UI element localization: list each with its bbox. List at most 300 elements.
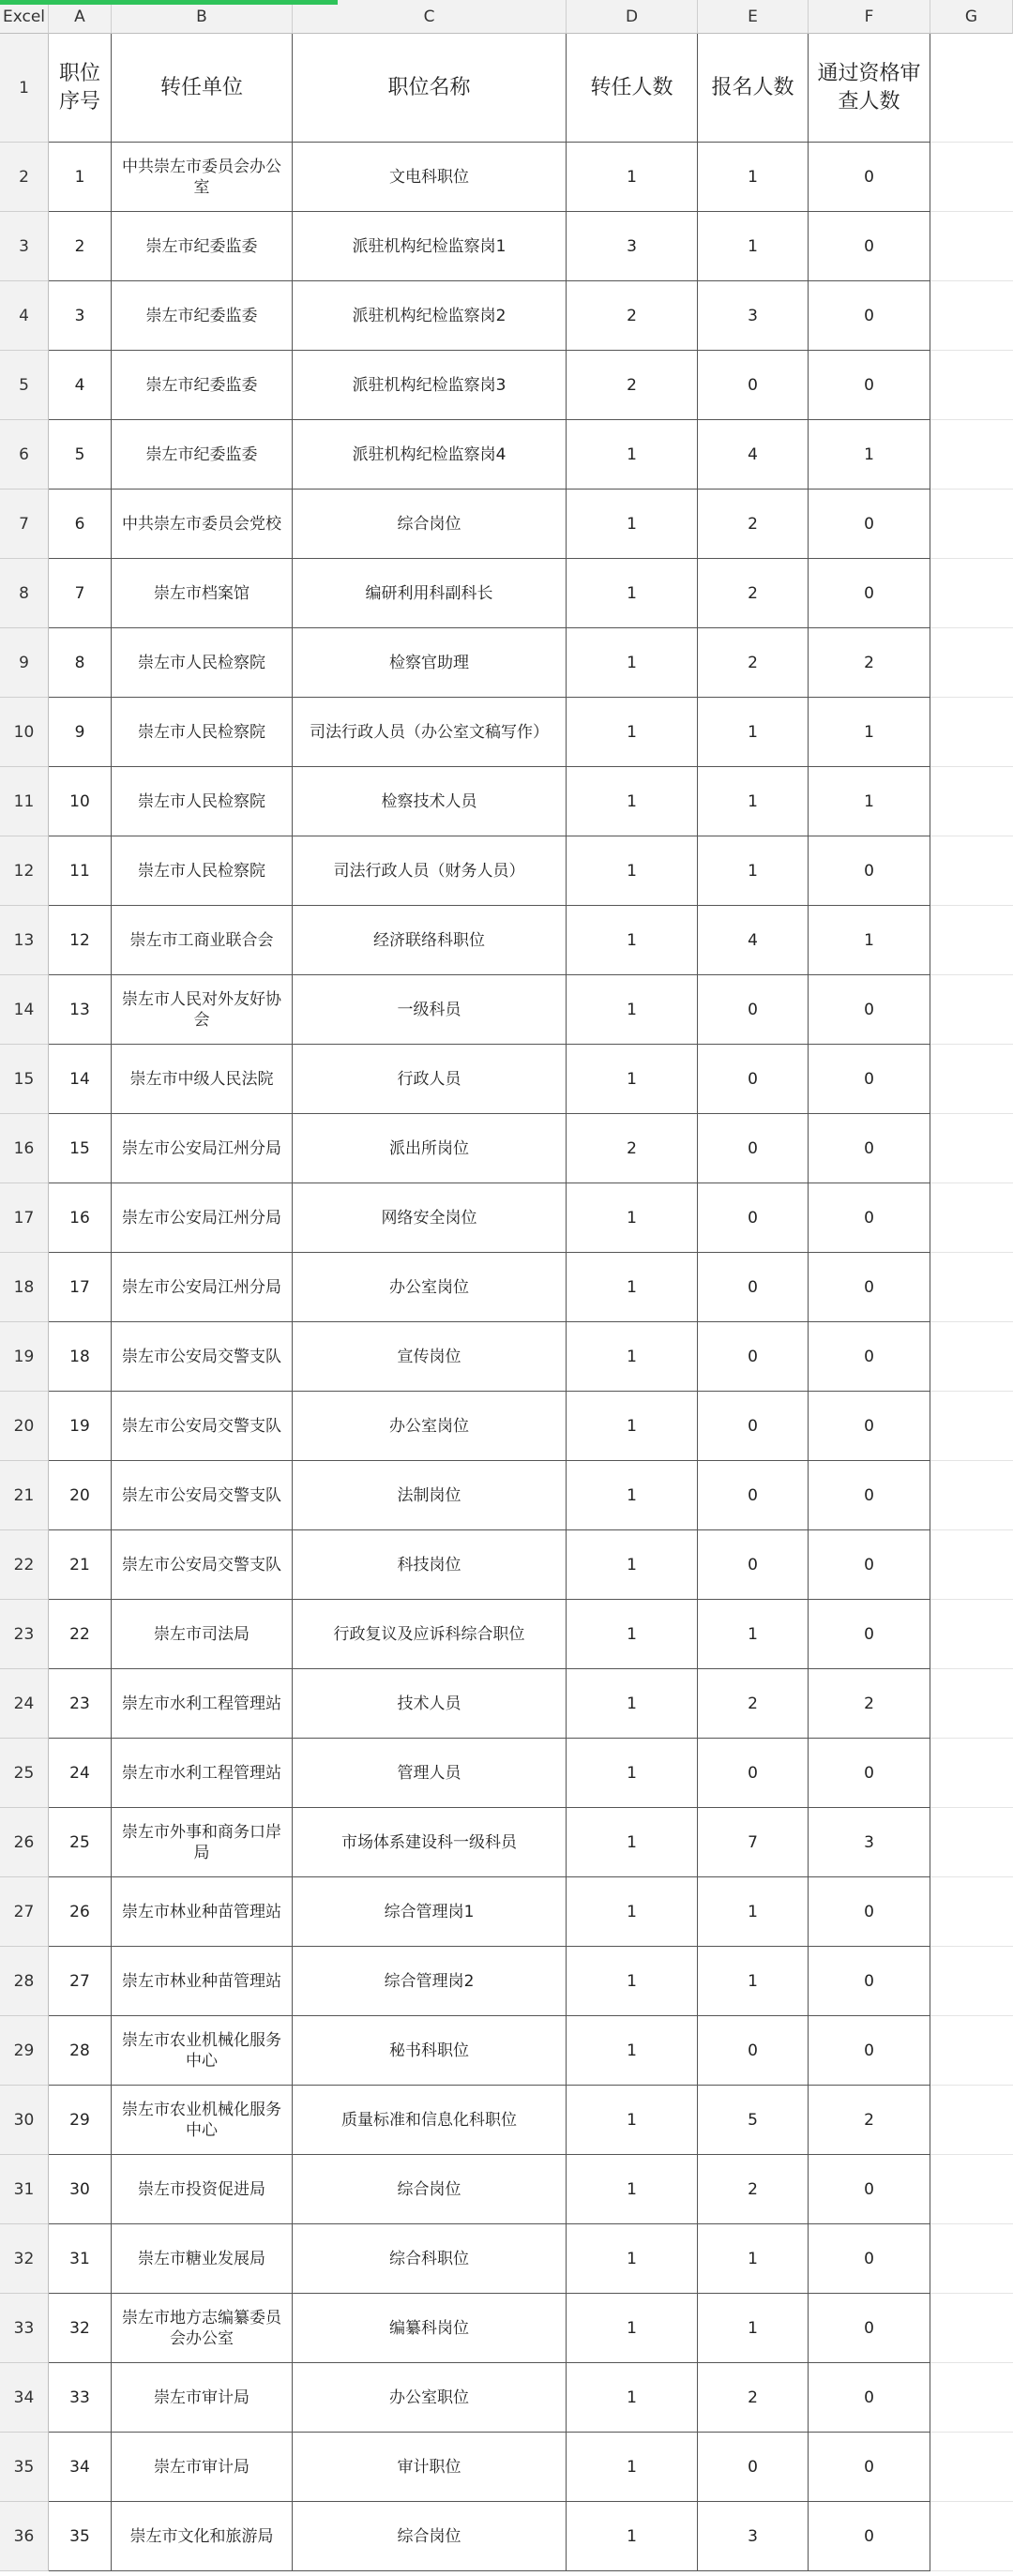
cell-transfer[interactable]: 1 <box>567 628 698 698</box>
cell-position[interactable]: 综合管理岗1 <box>293 1877 567 1947</box>
row-number[interactable]: 27 <box>0 1877 49 1947</box>
cell-position[interactable]: 派出所岗位 <box>293 1114 567 1183</box>
empty-cell[interactable] <box>930 1114 1013 1183</box>
cell-applied[interactable]: 0 <box>698 1045 809 1114</box>
empty-cell[interactable] <box>930 420 1013 490</box>
cell-applied[interactable]: 0 <box>698 1392 809 1461</box>
empty-cell[interactable] <box>930 2224 1013 2294</box>
cell-transfer[interactable]: 2 <box>567 1114 698 1183</box>
cell-unit[interactable]: 崇左市水利工程管理站 <box>112 1739 293 1808</box>
cell-seq[interactable]: 32 <box>49 2294 112 2363</box>
empty-cell[interactable] <box>930 906 1013 975</box>
cell-passed[interactable]: 0 <box>809 975 930 1045</box>
cell-unit[interactable]: 崇左市公安局江州分局 <box>112 1183 293 1253</box>
empty-cell[interactable] <box>930 2086 1013 2155</box>
cell-passed[interactable]: 1 <box>809 420 930 490</box>
cell-seq[interactable]: 12 <box>49 906 112 975</box>
cell-transfer[interactable]: 1 <box>567 836 698 906</box>
cell-transfer[interactable]: 1 <box>567 1877 698 1947</box>
cell-applied[interactable]: 1 <box>698 212 809 281</box>
header-unit[interactable]: 转任单位 <box>112 34 293 143</box>
cell-position[interactable]: 综合岗位 <box>293 2155 567 2224</box>
cell-position[interactable]: 综合岗位 <box>293 2502 567 2571</box>
cell-position[interactable]: 办公室岗位 <box>293 1253 567 1322</box>
row-number[interactable]: 8 <box>0 559 49 628</box>
table-row <box>0 559 1013 628</box>
cell-passed[interactable]: 0 <box>809 1045 930 1114</box>
empty-cell[interactable] <box>930 1808 1013 1877</box>
row-number[interactable]: 9 <box>0 628 49 698</box>
empty-cell[interactable] <box>930 1739 1013 1808</box>
cell-position[interactable]: 技术人员 <box>293 1669 567 1739</box>
empty-cell[interactable] <box>930 1877 1013 1947</box>
cell-unit[interactable]: 崇左市人民对外友好协会 <box>112 975 293 1045</box>
cell-passed[interactable]: 0 <box>809 1322 930 1392</box>
cell-passed[interactable]: 0 <box>809 1530 930 1600</box>
cell-seq[interactable]: 21 <box>49 1530 112 1600</box>
empty-cell[interactable] <box>930 212 1013 281</box>
cell-position[interactable]: 行政人员 <box>293 1045 567 1114</box>
row-number[interactable]: 2 <box>0 143 49 212</box>
cell-position[interactable]: 检察技术人员 <box>293 767 567 836</box>
row-number[interactable]: 19 <box>0 1322 49 1392</box>
cell-passed[interactable]: 0 <box>809 1739 930 1808</box>
row-number[interactable]: 21 <box>0 1461 49 1530</box>
cell-passed[interactable]: 0 <box>809 2016 930 2086</box>
cell-applied[interactable]: 0 <box>698 1322 809 1392</box>
empty-cell[interactable] <box>930 1461 1013 1530</box>
cell-seq[interactable]: 8 <box>49 628 112 698</box>
cell-applied[interactable]: 1 <box>698 1600 809 1669</box>
cell-passed[interactable]: 0 <box>809 1183 930 1253</box>
cell-transfer[interactable]: 1 <box>567 1947 698 2016</box>
cell-applied[interactable]: 2 <box>698 628 809 698</box>
cell-position[interactable]: 经济联络科职位 <box>293 906 567 975</box>
empty-cell[interactable] <box>930 490 1013 559</box>
cell-position[interactable]: 编纂科岗位 <box>293 2294 567 2363</box>
empty-cell[interactable] <box>930 1669 1013 1739</box>
empty-cell[interactable] <box>930 1947 1013 2016</box>
empty-cell[interactable] <box>930 2363 1013 2433</box>
cell-transfer[interactable]: 1 <box>567 559 698 628</box>
row-number[interactable]: 5 <box>0 351 49 420</box>
empty-cell[interactable] <box>930 2155 1013 2224</box>
cell-position[interactable]: 派驻机构纪检监察岗2 <box>293 281 567 351</box>
cell-passed[interactable]: 0 <box>809 1947 930 2016</box>
cell-unit[interactable]: 崇左市农业机械化服务中心 <box>112 2016 293 2086</box>
column-header-g[interactable]: G <box>930 0 1013 34</box>
cell-seq[interactable]: 17 <box>49 1253 112 1322</box>
cell-position[interactable]: 科技岗位 <box>293 1530 567 1600</box>
row-number[interactable]: 32 <box>0 2224 49 2294</box>
row-number[interactable]: 22 <box>0 1530 49 1600</box>
row-number[interactable]: 24 <box>0 1669 49 1739</box>
empty-cell[interactable] <box>930 698 1013 767</box>
cell-applied[interactable]: 2 <box>698 490 809 559</box>
cell-applied[interactable]: 5 <box>698 2086 809 2155</box>
cell-seq[interactable]: 2 <box>49 212 112 281</box>
cell-position[interactable]: 综合科职位 <box>293 2224 567 2294</box>
cell-transfer[interactable]: 1 <box>567 1600 698 1669</box>
cell-unit[interactable]: 崇左市农业机械化服务中心 <box>112 2086 293 2155</box>
cell-applied[interactable]: 1 <box>698 836 809 906</box>
cell-seq[interactable]: 31 <box>49 2224 112 2294</box>
row-number[interactable]: 28 <box>0 1947 49 2016</box>
cell-transfer[interactable]: 1 <box>567 2224 698 2294</box>
cell-applied[interactable]: 3 <box>698 2502 809 2571</box>
cell-unit[interactable]: 崇左市林业种苗管理站 <box>112 1947 293 2016</box>
row-number[interactable]: 34 <box>0 2363 49 2433</box>
cell-seq[interactable]: 15 <box>49 1114 112 1183</box>
row-number[interactable]: 18 <box>0 1253 49 1322</box>
cell-position[interactable]: 办公室岗位 <box>293 1392 567 1461</box>
cell-seq[interactable]: 7 <box>49 559 112 628</box>
row-number[interactable]: 6 <box>0 420 49 490</box>
cell-transfer[interactable]: 1 <box>567 1669 698 1739</box>
empty-cell[interactable] <box>930 1253 1013 1322</box>
cell-transfer[interactable]: 1 <box>567 1461 698 1530</box>
cell-transfer[interactable]: 1 <box>567 2363 698 2433</box>
cell-passed[interactable]: 2 <box>809 628 930 698</box>
empty-cell[interactable] <box>930 628 1013 698</box>
cell-unit[interactable]: 崇左市糖业发展局 <box>112 2224 293 2294</box>
row-number[interactable]: 14 <box>0 975 49 1045</box>
cell-passed[interactable]: 0 <box>809 281 930 351</box>
cell-applied[interactable]: 0 <box>698 1114 809 1183</box>
cell-passed[interactable]: 2 <box>809 1669 930 1739</box>
cell-position[interactable]: 法制岗位 <box>293 1461 567 1530</box>
table-row <box>0 906 1013 975</box>
cell-transfer[interactable]: 1 <box>567 143 698 212</box>
empty-cell[interactable] <box>930 2294 1013 2363</box>
cell-passed[interactable]: 0 <box>809 490 930 559</box>
cell-position[interactable]: 派驻机构纪检监察岗1 <box>293 212 567 281</box>
cell-passed[interactable]: 0 <box>809 212 930 281</box>
cell-transfer[interactable]: 2 <box>567 351 698 420</box>
row-number[interactable]: 26 <box>0 1808 49 1877</box>
cell-position[interactable]: 检察官助理 <box>293 628 567 698</box>
cell-unit[interactable]: 崇左市公安局交警支队 <box>112 1322 293 1392</box>
cell-passed[interactable]: 0 <box>809 836 930 906</box>
row-number[interactable]: 20 <box>0 1392 49 1461</box>
cell-position[interactable]: 综合管理岗2 <box>293 1947 567 2016</box>
empty-cell[interactable] <box>930 1600 1013 1669</box>
cell-position[interactable]: 网络安全岗位 <box>293 1183 567 1253</box>
cell-applied[interactable]: 1 <box>698 1947 809 2016</box>
cell-seq[interactable]: 29 <box>49 2086 112 2155</box>
cell-position[interactable]: 行政复议及应诉科综合职位 <box>293 1600 567 1669</box>
cell-unit[interactable]: 崇左市人民检察院 <box>112 698 293 767</box>
cell-applied[interactable]: 3 <box>698 281 809 351</box>
cell-applied[interactable]: 0 <box>698 2433 809 2502</box>
header-transfer[interactable]: 转任人数 <box>567 34 698 143</box>
empty-cell[interactable] <box>930 975 1013 1045</box>
cell-position[interactable]: 秘书科职位 <box>293 2016 567 2086</box>
cell-applied[interactable]: 0 <box>698 1739 809 1808</box>
cell-seq[interactable]: 10 <box>49 767 112 836</box>
cell-passed[interactable]: 0 <box>809 2155 930 2224</box>
cell-applied[interactable]: 0 <box>698 1253 809 1322</box>
cell-seq[interactable]: 16 <box>49 1183 112 1253</box>
cell-applied[interactable]: 1 <box>698 698 809 767</box>
cell-transfer[interactable]: 1 <box>567 490 698 559</box>
cell-transfer[interactable]: 1 <box>567 1739 698 1808</box>
row-number[interactable]: 31 <box>0 2155 49 2224</box>
cell-applied[interactable]: 0 <box>698 351 809 420</box>
cell-applied[interactable]: 1 <box>698 767 809 836</box>
cell-passed[interactable]: 0 <box>809 1253 930 1322</box>
row-number[interactable]: 33 <box>0 2294 49 2363</box>
cell-unit[interactable]: 崇左市中级人民法院 <box>112 1045 293 1114</box>
cell-unit[interactable]: 崇左市地方志编纂委员会办公室 <box>112 2294 293 2363</box>
row-number[interactable]: 1 <box>0 34 49 143</box>
empty-cell[interactable] <box>930 1183 1013 1253</box>
cell-unit[interactable]: 崇左市纪委监委 <box>112 420 293 490</box>
cell-seq[interactable]: 28 <box>49 2016 112 2086</box>
row-number[interactable]: 17 <box>0 1183 49 1253</box>
cell-passed[interactable]: 0 <box>809 1392 930 1461</box>
row-number[interactable]: 35 <box>0 2433 49 2502</box>
cell-passed[interactable]: 0 <box>809 1114 930 1183</box>
cell-seq[interactable]: 20 <box>49 1461 112 1530</box>
empty-cell[interactable] <box>930 2433 1013 2502</box>
empty-cell[interactable] <box>930 1392 1013 1461</box>
cell-seq[interactable]: 19 <box>49 1392 112 1461</box>
cell-applied[interactable]: 0 <box>698 2016 809 2086</box>
cell-unit[interactable]: 崇左市审计局 <box>112 2433 293 2502</box>
cell-applied[interactable]: 2 <box>698 2363 809 2433</box>
cell-unit[interactable]: 崇左市投资促进局 <box>112 2155 293 2224</box>
cell-unit[interactable]: 崇左市纪委监委 <box>112 351 293 420</box>
table-row <box>0 836 1013 906</box>
cell-transfer[interactable]: 1 <box>567 2086 698 2155</box>
cell-position[interactable]: 文电科职位 <box>293 143 567 212</box>
cell-seq[interactable]: 4 <box>49 351 112 420</box>
cell-passed[interactable]: 0 <box>809 2294 930 2363</box>
cell-unit[interactable]: 崇左市水利工程管理站 <box>112 1669 293 1739</box>
cell-unit[interactable]: 崇左市公安局江州分局 <box>112 1253 293 1322</box>
empty-cell[interactable] <box>930 767 1013 836</box>
cell-applied[interactable]: 0 <box>698 975 809 1045</box>
header-seq[interactable]: 职位序号 <box>49 34 112 143</box>
cell-applied[interactable]: 0 <box>698 1530 809 1600</box>
cell-passed[interactable]: 2 <box>809 2086 930 2155</box>
cell-position[interactable]: 办公室职位 <box>293 2363 567 2433</box>
table-row <box>0 1461 1013 1530</box>
cell-passed[interactable]: 1 <box>809 906 930 975</box>
cell-unit[interactable]: 崇左市公安局交警支队 <box>112 1461 293 1530</box>
column-header-a[interactable]: A <box>49 0 112 34</box>
cell-passed[interactable]: 0 <box>809 2363 930 2433</box>
empty-cell[interactable] <box>930 143 1013 212</box>
cell-transfer[interactable]: 1 <box>567 975 698 1045</box>
cell-seq[interactable]: 24 <box>49 1739 112 1808</box>
cell-transfer[interactable]: 1 <box>567 2155 698 2224</box>
cell-applied[interactable]: 1 <box>698 1877 809 1947</box>
cell-seq[interactable]: 23 <box>49 1669 112 1739</box>
empty-cell[interactable] <box>930 2016 1013 2086</box>
cell-transfer[interactable]: 1 <box>567 420 698 490</box>
cell-unit[interactable]: 崇左市司法局 <box>112 1600 293 1669</box>
cell-position[interactable]: 司法行政人员（财务人员） <box>293 836 567 906</box>
cell-unit[interactable]: 崇左市林业种苗管理站 <box>112 1877 293 1947</box>
cell-applied[interactable]: 2 <box>698 1669 809 1739</box>
cell-position[interactable]: 综合岗位 <box>293 490 567 559</box>
cell-unit[interactable]: 崇左市档案馆 <box>112 559 293 628</box>
empty-cell[interactable] <box>930 34 1013 143</box>
empty-cell[interactable] <box>930 559 1013 628</box>
cell-passed[interactable]: 0 <box>809 143 930 212</box>
cell-unit[interactable]: 崇左市纪委监委 <box>112 281 293 351</box>
cell-passed[interactable]: 0 <box>809 1461 930 1530</box>
cell-unit[interactable]: 崇左市文化和旅游局 <box>112 2502 293 2571</box>
cell-passed[interactable]: 0 <box>809 351 930 420</box>
row-number[interactable]: 15 <box>0 1045 49 1114</box>
cell-seq[interactable]: 27 <box>49 1947 112 2016</box>
cell-applied[interactable]: 2 <box>698 559 809 628</box>
cell-unit[interactable]: 崇左市审计局 <box>112 2363 293 2433</box>
cell-unit[interactable]: 崇左市外事和商务口岸局 <box>112 1808 293 1877</box>
cell-passed[interactable]: 0 <box>809 1600 930 1669</box>
cell-transfer[interactable]: 1 <box>567 1045 698 1114</box>
cell-seq[interactable]: 14 <box>49 1045 112 1114</box>
row-number[interactable]: 29 <box>0 2016 49 2086</box>
cell-seq[interactable]: 1 <box>49 143 112 212</box>
cell-transfer[interactable]: 1 <box>567 2016 698 2086</box>
row-number[interactable]: 4 <box>0 281 49 351</box>
cell-seq[interactable]: 33 <box>49 2363 112 2433</box>
cell-seq[interactable]: 6 <box>49 490 112 559</box>
cell-position[interactable]: 管理人员 <box>293 1739 567 1808</box>
cell-seq[interactable]: 30 <box>49 2155 112 2224</box>
header-position[interactable]: 职位名称 <box>293 34 567 143</box>
cell-passed[interactable]: 0 <box>809 2224 930 2294</box>
cell-transfer[interactable]: 2 <box>567 281 698 351</box>
row-number[interactable]: 16 <box>0 1114 49 1183</box>
cell-passed[interactable]: 3 <box>809 1808 930 1877</box>
cell-applied[interactable]: 4 <box>698 906 809 975</box>
cell-seq[interactable]: 34 <box>49 2433 112 2502</box>
cell-seq[interactable]: 22 <box>49 1600 112 1669</box>
header-passed[interactable]: 通过资格审查人数 <box>809 34 930 143</box>
cell-transfer[interactable]: 1 <box>567 2294 698 2363</box>
cell-seq[interactable]: 5 <box>49 420 112 490</box>
header-applied[interactable]: 报名人数 <box>698 34 809 143</box>
cell-seq[interactable]: 9 <box>49 698 112 767</box>
cell-unit[interactable]: 崇左市纪委监委 <box>112 212 293 281</box>
cell-unit[interactable]: 中共崇左市委员会办公室 <box>112 143 293 212</box>
cell-position[interactable]: 市场体系建设科一级科员 <box>293 1808 567 1877</box>
cell-applied[interactable]: 1 <box>698 2294 809 2363</box>
cell-position[interactable]: 宣传岗位 <box>293 1322 567 1392</box>
cell-seq[interactable]: 25 <box>49 1808 112 1877</box>
cell-transfer[interactable]: 1 <box>567 1253 698 1322</box>
cell-transfer[interactable]: 1 <box>567 2502 698 2571</box>
empty-cell[interactable] <box>930 2502 1013 2571</box>
empty-cell[interactable] <box>930 836 1013 906</box>
empty-cell[interactable] <box>930 351 1013 420</box>
empty-cell[interactable] <box>930 1530 1013 1600</box>
column-header-c[interactable]: C <box>293 0 567 34</box>
column-header-b[interactable]: B <box>112 0 293 34</box>
table-row <box>0 1183 1013 1253</box>
cell-position[interactable]: 审计职位 <box>293 2433 567 2502</box>
row-number[interactable]: 12 <box>0 836 49 906</box>
cell-unit[interactable]: 中共崇左市委员会党校 <box>112 490 293 559</box>
cell-transfer[interactable]: 1 <box>567 906 698 975</box>
cell-applied[interactable]: 1 <box>698 143 809 212</box>
cell-seq[interactable]: 11 <box>49 836 112 906</box>
cell-seq[interactable]: 35 <box>49 2502 112 2571</box>
cell-seq[interactable]: 3 <box>49 281 112 351</box>
cell-seq[interactable]: 26 <box>49 1877 112 1947</box>
cell-unit[interactable]: 崇左市工商业联合会 <box>112 906 293 975</box>
cell-applied[interactable]: 0 <box>698 1461 809 1530</box>
row-number[interactable]: 25 <box>0 1739 49 1808</box>
cell-passed[interactable]: 1 <box>809 767 930 836</box>
cell-applied[interactable]: 0 <box>698 1183 809 1253</box>
column-header-e[interactable]: E <box>698 0 809 34</box>
row-number[interactable]: 13 <box>0 906 49 975</box>
cell-transfer[interactable]: 1 <box>567 1322 698 1392</box>
cell-seq[interactable]: 13 <box>49 975 112 1045</box>
column-header-d[interactable]: D <box>567 0 698 34</box>
cell-position[interactable]: 派驻机构纪检监察岗3 <box>293 351 567 420</box>
cell-position[interactable]: 一级科员 <box>293 975 567 1045</box>
row-number[interactable]: 3 <box>0 212 49 281</box>
cell-transfer[interactable]: 3 <box>567 212 698 281</box>
cell-transfer[interactable]: 1 <box>567 698 698 767</box>
cell-position[interactable]: 司法行政人员（办公室文稿写作） <box>293 698 567 767</box>
empty-cell[interactable] <box>930 1322 1013 1392</box>
cell-passed[interactable]: 0 <box>809 2502 930 2571</box>
cell-transfer[interactable]: 1 <box>567 2433 698 2502</box>
column-header-f[interactable]: F <box>809 0 930 34</box>
row-number[interactable]: 7 <box>0 490 49 559</box>
cell-position[interactable]: 质量标准和信息化科职位 <box>293 2086 567 2155</box>
cell-transfer[interactable]: 1 <box>567 1530 698 1600</box>
cell-position[interactable]: 编研利用科副科长 <box>293 559 567 628</box>
cell-passed[interactable]: 0 <box>809 1877 930 1947</box>
cell-unit[interactable]: 崇左市人民检察院 <box>112 767 293 836</box>
cell-unit[interactable]: 崇左市人民检察院 <box>112 628 293 698</box>
row-number[interactable]: 10 <box>0 698 49 767</box>
cell-unit[interactable]: 崇左市公安局交警支队 <box>112 1392 293 1461</box>
cell-seq[interactable]: 18 <box>49 1322 112 1392</box>
cell-passed[interactable]: 0 <box>809 559 930 628</box>
empty-cell[interactable] <box>930 281 1013 351</box>
cell-unit[interactable]: 崇左市公安局交警支队 <box>112 1530 293 1600</box>
cell-position[interactable]: 派驻机构纪检监察岗4 <box>293 420 567 490</box>
cell-applied[interactable]: 4 <box>698 420 809 490</box>
cell-passed[interactable]: 0 <box>809 2433 930 2502</box>
cell-unit[interactable]: 崇左市人民检察院 <box>112 836 293 906</box>
cell-transfer[interactable]: 1 <box>567 767 698 836</box>
cell-applied[interactable]: 2 <box>698 2155 809 2224</box>
cell-transfer[interactable]: 1 <box>567 1183 698 1253</box>
cell-transfer[interactable]: 1 <box>567 1392 698 1461</box>
cell-applied[interactable]: 1 <box>698 2224 809 2294</box>
cell-unit[interactable]: 崇左市公安局江州分局 <box>112 1114 293 1183</box>
row-number[interactable]: 36 <box>0 2502 49 2571</box>
cell-applied[interactable]: 7 <box>698 1808 809 1877</box>
cell-passed[interactable]: 1 <box>809 698 930 767</box>
empty-cell[interactable] <box>930 1045 1013 1114</box>
cell-transfer[interactable]: 1 <box>567 1808 698 1877</box>
row-number[interactable]: 30 <box>0 2086 49 2155</box>
row-number[interactable]: 23 <box>0 1600 49 1669</box>
row-number[interactable]: 11 <box>0 767 49 836</box>
